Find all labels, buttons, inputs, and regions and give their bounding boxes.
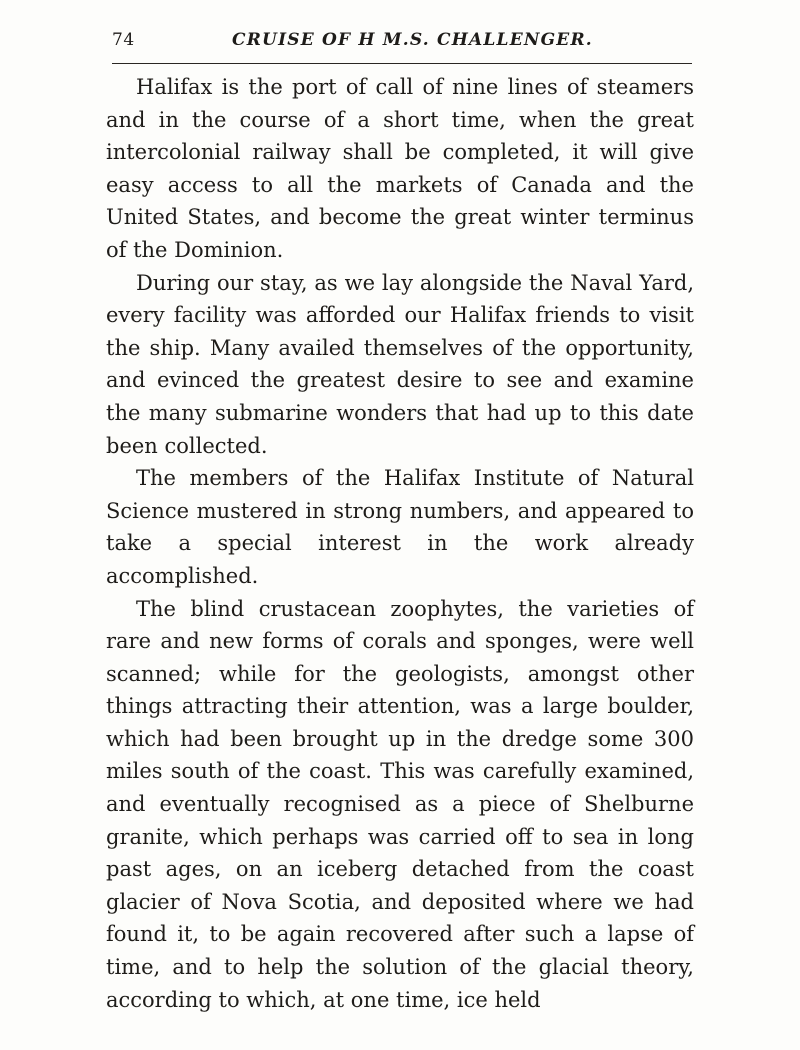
body-text — [106, 71, 694, 1016]
running-title: CRUISE OF H M.S. CHALLENGER. — [232, 30, 593, 50]
running-head — [112, 30, 690, 58]
page-number: 74 — [112, 30, 135, 50]
paragraph-naval-yard-visit: During our stay, as we lay alongside the Naval Yard, every facility was afforded our Halifax friends to visit the ship. Many availed themselves of the opportunity, and evinced the greatest desire to see and examine the many submarine wonders that had up to this date been collected. — [106, 270, 694, 458]
paragraph-boulder-discovery: The blind crustacean zoophytes, the varieties of rare and new forms of corals and sponges, were well scanned; while for the geologists, amongst other things attracting their attention, was a large boulder, which had been brought up in the dredge some 300 miles south of the coast. This was carefully examined, and eventually recognised as a piece of Shelburne granite, which perhaps was carried off to sea in long past ages, on an iceberg detached from the coast glacier of Nova Scotia, and deposited where we had found it, to be again recovered after such a lapse of time, and to help the solution of the glacial theory, according to which, at one time, ice held — [106, 596, 694, 1012]
header-rule — [112, 63, 692, 64]
paragraph-institute-members: The members of the Halifax Institute of Natural Science mustered in strong numbers, and appeared to take a special interest in the work already accomplished. — [106, 466, 694, 588]
paragraph-halifax-port: Halifax is the port of call of nine lines of steamers and in the course of a short time, when the great intercolonial railway shall be completed, it will give easy access to all the markets of Canada and the United States, and become the great winter terminus of the Dominion. — [106, 75, 694, 262]
